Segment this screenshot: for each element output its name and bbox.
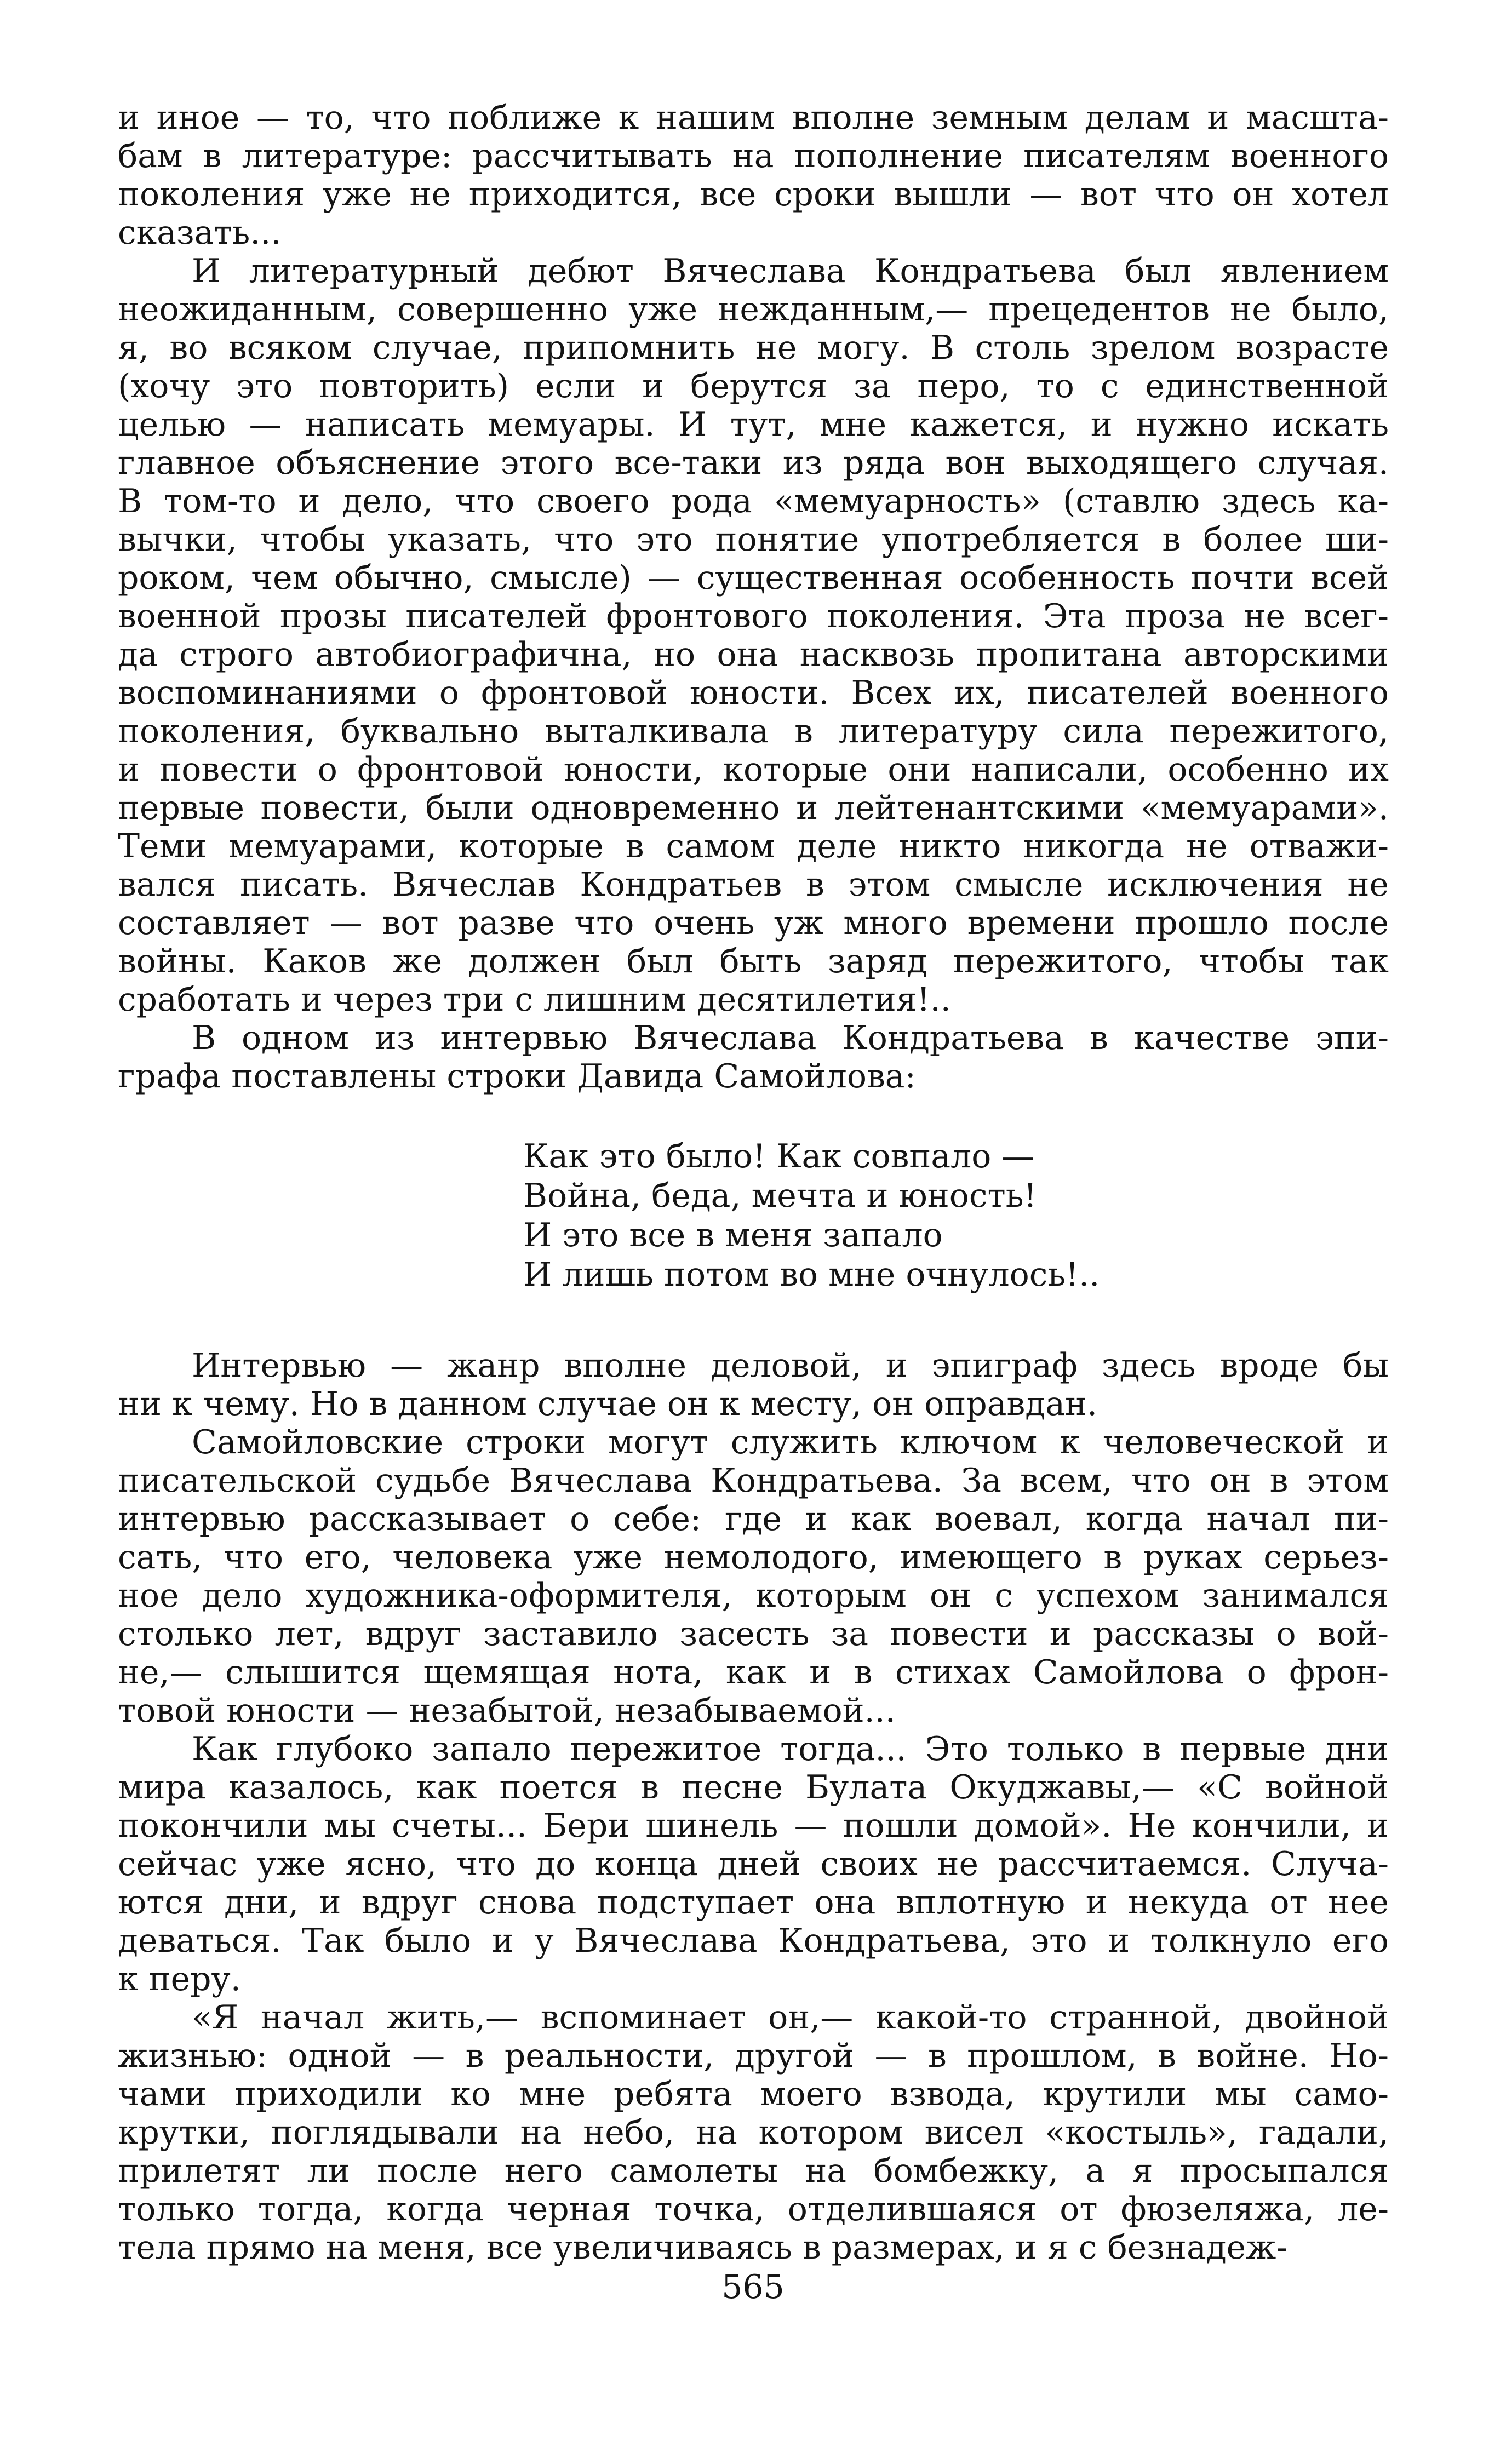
paragraph bbox=[118, 1730, 1389, 1998]
paragraph bbox=[118, 252, 1389, 1019]
text-line: поколения уже не приходится, все сроки вышли — вот что он хотел bbox=[118, 175, 1389, 214]
text-line: бам в литературе: рассчитывать на пополнение писателям военного bbox=[118, 137, 1389, 175]
text-line: вался писать. Вячеслав Кондратьев в этом смысле исключения не bbox=[118, 866, 1389, 904]
text-line: первые повести, были одновременно и лейтенантскими «мемуарами». bbox=[118, 789, 1389, 827]
text-line: ни к чему. Но в данном случае он к месту, он оправдан. bbox=[118, 1385, 1098, 1423]
text-line: поколения, буквально выталкивала в литературу сила пережитого, bbox=[118, 712, 1389, 750]
text-line: сработать и через три с лишним десятилетия!.. bbox=[118, 981, 951, 1019]
verse-line: Война, беда, мечта и юность! bbox=[523, 1177, 1037, 1215]
text-line: прилетят ли после него самолеты на бомбежку, а я просыпался bbox=[118, 2152, 1389, 2190]
text-line: сказать... bbox=[118, 214, 282, 252]
text-line: В одном из интервью Вячеслава Кондратьева в качестве эпи- bbox=[192, 1019, 1389, 1057]
text-line: (хочу это повторить) если и берутся за перо, то с единственной bbox=[118, 367, 1389, 405]
text-line: чами приходили ко мне ребята моего взвода, крутили мы само- bbox=[118, 2075, 1389, 2113]
text-line: воспоминаниями о фронтовой юности. Всех их, писателей военного bbox=[118, 674, 1389, 712]
text-line: В том-то и дело, что своего рода «мемуарность» (ставлю здесь ка- bbox=[118, 482, 1389, 520]
text-line: и повести о фронтовой юности, которые они написали, особенно их bbox=[118, 750, 1389, 789]
text-line: Как глубоко запало пережитое тогда... Это только в первые дни bbox=[192, 1730, 1389, 1768]
verse-line: И лишь потом во мне очнулось!.. bbox=[523, 1256, 1100, 1294]
text-line: товой юности — незабытой, незабываемой... bbox=[118, 1692, 896, 1730]
text-line: целью — написать мемуары. И тут, мне кажется, и нужно искать bbox=[118, 405, 1389, 444]
text-block-before-verse bbox=[118, 99, 1389, 1096]
text-line: И литературный дебют Вячеслава Кондратьева был явлением bbox=[192, 252, 1389, 290]
text-line: неожиданным, совершенно уже нежданным,— прецедентов не было, bbox=[118, 290, 1389, 329]
text-line: да строго автобиографична, но она насквозь пропитана авторскими bbox=[118, 635, 1389, 674]
text-line: интервью рассказывает о себе: где и как воевал, когда начал пи- bbox=[118, 1500, 1389, 1538]
text-line: к перу. bbox=[118, 1960, 241, 1998]
text-line: составляет — вот разве что очень уж много времени прошло после bbox=[118, 904, 1389, 942]
text-line: столько лет, вдруг заставило засесть за повести и рассказы о вой- bbox=[118, 1615, 1389, 1653]
paragraph bbox=[118, 1019, 1389, 1096]
text-line: крутки, поглядывали на небо, на котором висел «костыль», гадали, bbox=[118, 2113, 1389, 2152]
text-line: мира казалось, как поется в песне Булата Окуджавы,— «С войной bbox=[118, 1768, 1389, 1807]
text-line: тела прямо на меня, все увеличиваясь в размерах, и я с безнадеж- bbox=[118, 2228, 1287, 2267]
text-line: писательской судьбе Вячеслава Кондратьева. За всем, что он в этом bbox=[118, 1462, 1389, 1500]
page-number: 565 bbox=[721, 2268, 785, 2306]
paragraph bbox=[118, 1998, 1389, 2267]
text-line: только тогда, когда черная точка, отделившаяся от фюзеляжа, ле- bbox=[118, 2190, 1389, 2228]
text-line: ное дело художника-оформителя, которым он с успехом занимался bbox=[118, 1577, 1389, 1615]
text-line: покончили мы счеты... Бери шинель — пошли домой». Не кончили, и bbox=[118, 1807, 1389, 1845]
verse-epigraph bbox=[118, 1137, 1389, 1294]
text-line: роком, чем обычно, смысле) — существенная особенность почти всей bbox=[118, 559, 1389, 597]
text-line: ются дни, и вдруг снова подступает она вплотную и некуда от нее bbox=[118, 1883, 1389, 1922]
text-line: и иное — то, что поближе к нашим вполне земным делам и масшта- bbox=[118, 99, 1389, 137]
text-block-after-verse bbox=[118, 1346, 1389, 2267]
text-line: «Я начал жить,— вспоминает он,— какой-то странной, двойной bbox=[192, 1998, 1389, 2037]
text-line: сейчас уже ясно, что до конца дней своих не рассчитаемся. Случа- bbox=[118, 1845, 1389, 1883]
verse-line: И это все в меня запало bbox=[523, 1216, 943, 1254]
text-line: Самойловские строки могут служить ключом к человеческой и bbox=[192, 1423, 1389, 1462]
text-line: вычки, чтобы указать, что это понятие употребляется в более ши- bbox=[118, 520, 1389, 559]
book-page bbox=[118, 99, 1389, 2267]
paragraph bbox=[118, 1423, 1389, 1730]
text-line: главное объяснение этого все-таки из ряда вон выходящего случая. bbox=[118, 444, 1389, 482]
text-line: жизнью: одной — в реальности, другой — в прошлом, в войне. Но- bbox=[118, 2037, 1389, 2075]
paragraph bbox=[118, 1346, 1389, 1423]
text-line: Теми мемуарами, которые в самом деле никто никогда не отважи- bbox=[118, 827, 1389, 866]
text-line: деваться. Так было и у Вячеслава Кондратьева, это и толкнуло его bbox=[118, 1922, 1389, 1960]
text-line: военной прозы писателей фронтового поколения. Эта проза не всег- bbox=[118, 597, 1389, 635]
text-line: не,— слышится щемящая нота, как и в стихах Самойлова о фрон- bbox=[118, 1653, 1389, 1692]
text-line: сать, что его, человека уже немолодого, имеющего в руках серьез- bbox=[118, 1538, 1389, 1577]
text-line: я, во всяком случае, припомнить не могу. В столь зрелом возрасте bbox=[118, 329, 1389, 367]
verse-line: Как это было! Как совпало — bbox=[523, 1137, 1035, 1176]
text-line: Интервью — жанр вполне деловой, и эпиграф здесь вроде бы bbox=[192, 1346, 1389, 1385]
paragraph bbox=[118, 99, 1389, 252]
text-line: войны. Каков же должен был быть заряд пережитого, чтобы так bbox=[118, 942, 1389, 981]
text-line: графа поставлены строки Давида Самойлова: bbox=[118, 1057, 916, 1096]
